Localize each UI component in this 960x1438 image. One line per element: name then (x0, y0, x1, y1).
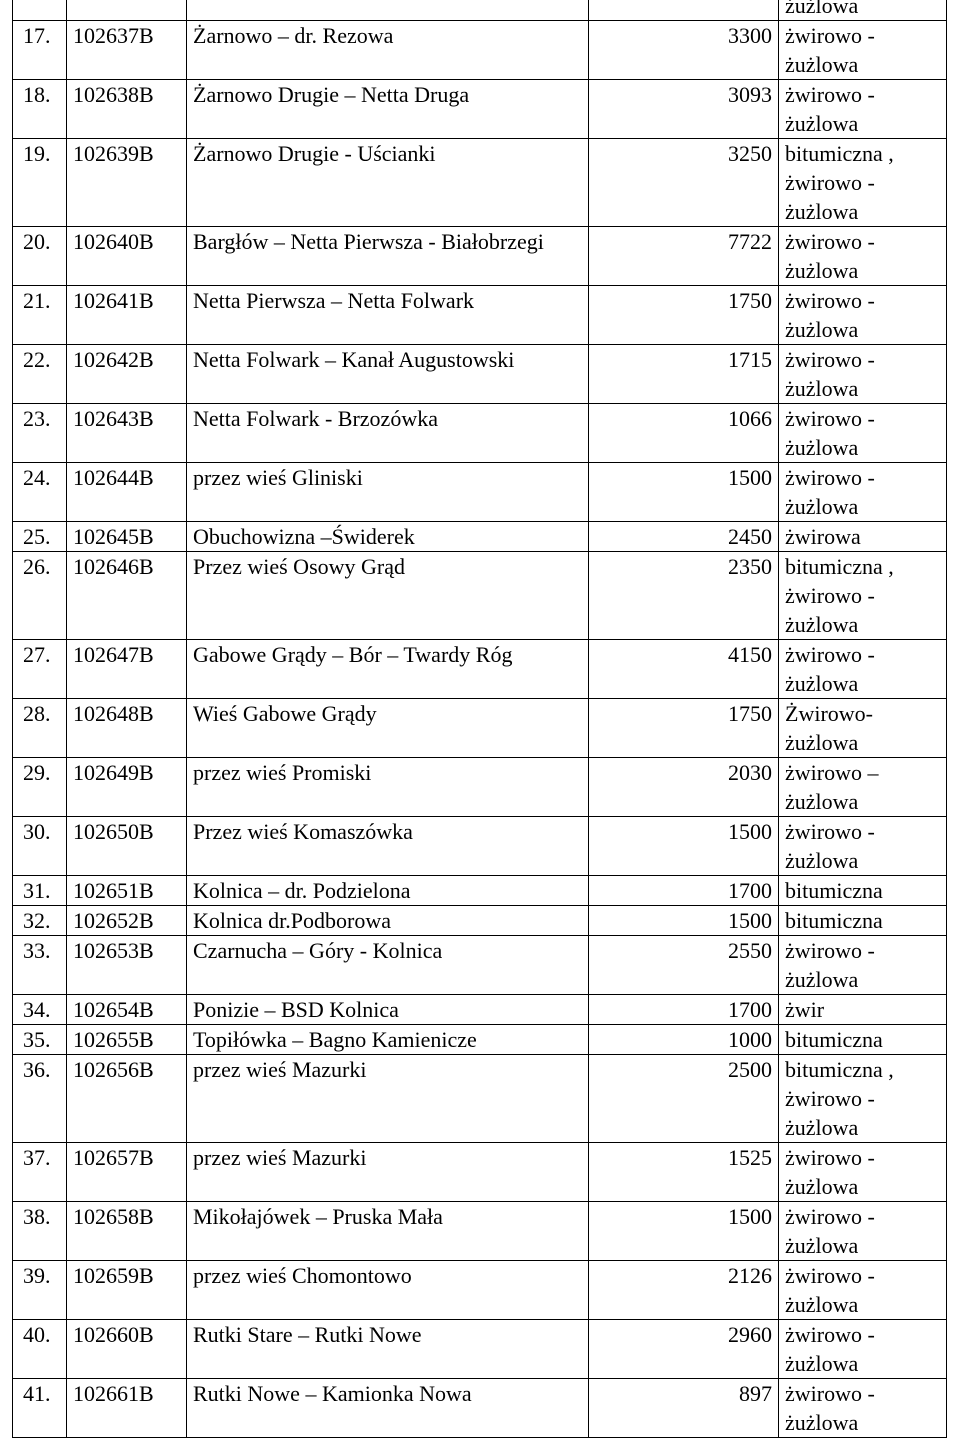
road-name-cell: Topiłówka – Bagno Kamienicze (187, 1025, 589, 1055)
row-number-cell: 36. (13, 1055, 67, 1143)
road-name-cell: Bargłów – Netta Pierwsza - Białobrzegi (187, 227, 589, 286)
row-number-cell: 19. (13, 139, 67, 227)
road-length-cell: 1750 (589, 286, 779, 345)
road-surface-cell: żwirowo - żużlowa (779, 1202, 947, 1261)
road-code-cell: 102643B (67, 404, 187, 463)
road-surface-cell: żwirowo - żużlowa (779, 345, 947, 404)
table-row (13, 139, 947, 227)
road-code-cell: 102640B (67, 227, 187, 286)
road-length-cell: 7722 (589, 227, 779, 286)
row-number-cell: 35. (13, 1025, 67, 1055)
road-name-cell: Żarnowo Drugie - Uścianki (187, 139, 589, 227)
road-code-cell: 102654B (67, 995, 187, 1025)
table-row (13, 227, 947, 286)
table-row (13, 522, 947, 552)
table-row (13, 404, 947, 463)
road-name-cell: przez wieś Mazurki (187, 1055, 589, 1143)
road-length-cell: 1500 (589, 906, 779, 936)
row-number-cell: 37. (13, 1143, 67, 1202)
row-number-cell: 17. (13, 21, 67, 80)
road-name-cell: Żarnowo – dr. Rezowa (187, 21, 589, 80)
road-length-cell: 2500 (589, 1055, 779, 1143)
road-name-cell: Przez wieś Komaszówka (187, 817, 589, 876)
road-name-cell: Kolnica – dr. Podzielona (187, 876, 589, 906)
road-code-cell: 102647B (67, 640, 187, 699)
road-name-cell: Czarnucha – Góry - Kolnica (187, 936, 589, 995)
road-surface-cell: żwirowo - żużlowa (779, 463, 947, 522)
row-number-cell (13, 0, 67, 21)
road-surface-cell: żwirowo – żużlowa (779, 758, 947, 817)
road-name-cell: przez wieś Chomontowo (187, 1261, 589, 1320)
road-surface-cell: żwirowo - żużlowa (779, 936, 947, 995)
road-surface-cell: żwirowo - żużlowa (779, 21, 947, 80)
road-code-cell: 102646B (67, 552, 187, 640)
row-number-cell: 33. (13, 936, 67, 995)
road-surface-cell: żużlowa (779, 0, 947, 21)
row-number-cell: 20. (13, 227, 67, 286)
road-surface-cell: bitumiczna , żwirowo - żużlowa (779, 1055, 947, 1143)
road-length-cell: 2126 (589, 1261, 779, 1320)
road-name-cell: przez wieś Mazurki (187, 1143, 589, 1202)
table-row (13, 1202, 947, 1261)
road-name-cell: Gabowe Grądy – Bór – Twardy Róg (187, 640, 589, 699)
road-surface-cell: żwirowo - żużlowa (779, 404, 947, 463)
table-row (13, 817, 947, 876)
road-length-cell: 1500 (589, 1202, 779, 1261)
road-name-cell: Netta Folwark - Brzozówka (187, 404, 589, 463)
road-surface-cell: bitumiczna , żwirowo - żużlowa (779, 552, 947, 640)
table-row (13, 80, 947, 139)
row-number-cell: 26. (13, 552, 67, 640)
table-row (13, 1261, 947, 1320)
row-number-cell: 34. (13, 995, 67, 1025)
road-name-cell: Mikołajówek – Pruska Mała (187, 1202, 589, 1261)
road-length-cell: 1000 (589, 1025, 779, 1055)
road-surface-cell: żwirowo - żużlowa (779, 80, 947, 139)
road-code-cell: 102645B (67, 522, 187, 552)
road-name-cell: Kolnica dr.Podborowa (187, 906, 589, 936)
table-row (13, 1320, 947, 1379)
row-number-cell: 30. (13, 817, 67, 876)
road-code-cell: 102649B (67, 758, 187, 817)
road-name-cell: Rutki Nowe – Kamionka Nowa (187, 1379, 589, 1438)
table-row (13, 640, 947, 699)
row-number-cell: 31. (13, 876, 67, 906)
table-row (13, 463, 947, 522)
road-code-cell: 102657B (67, 1143, 187, 1202)
table-row (13, 906, 947, 936)
roads-table (12, 0, 947, 1438)
table-row (13, 1143, 947, 1202)
row-number-cell: 24. (13, 463, 67, 522)
road-length-cell (589, 0, 779, 21)
road-name-cell: Żarnowo Drugie – Netta Druga (187, 80, 589, 139)
road-surface-cell: żwirowo - żużlowa (779, 1320, 947, 1379)
road-surface-cell: żwirowo - żużlowa (779, 286, 947, 345)
road-surface-cell: bitumiczna (779, 876, 947, 906)
row-number-cell: 27. (13, 640, 67, 699)
road-surface-cell: bitumiczna (779, 906, 947, 936)
road-length-cell: 1700 (589, 876, 779, 906)
table-row (13, 995, 947, 1025)
road-code-cell: 102651B (67, 876, 187, 906)
table-row (13, 699, 947, 758)
row-number-cell: 32. (13, 906, 67, 936)
roads-table-body (13, 0, 947, 1438)
row-number-cell: 41. (13, 1379, 67, 1438)
row-number-cell: 38. (13, 1202, 67, 1261)
road-surface-cell: żwirowo - żużlowa (779, 817, 947, 876)
road-length-cell: 1750 (589, 699, 779, 758)
road-length-cell: 1715 (589, 345, 779, 404)
road-code-cell: 102641B (67, 286, 187, 345)
table-row (13, 758, 947, 817)
road-length-cell: 3093 (589, 80, 779, 139)
road-length-cell: 897 (589, 1379, 779, 1438)
road-length-cell: 1525 (589, 1143, 779, 1202)
road-code-cell: 102656B (67, 1055, 187, 1143)
road-code-cell: 102644B (67, 463, 187, 522)
road-surface-cell: bitumiczna (779, 1025, 947, 1055)
road-code-cell (67, 0, 187, 21)
road-surface-cell: bitumiczna , żwirowo - żużlowa (779, 139, 947, 227)
road-name-cell: przez wieś Promiski (187, 758, 589, 817)
road-name-cell: przez wieś Gliniski (187, 463, 589, 522)
row-number-cell: 28. (13, 699, 67, 758)
row-number-cell: 40. (13, 1320, 67, 1379)
table-row (13, 345, 947, 404)
road-length-cell: 1500 (589, 463, 779, 522)
road-surface-cell: żwir (779, 995, 947, 1025)
road-surface-cell: żwirowo - żużlowa (779, 1379, 947, 1438)
road-length-cell: 3250 (589, 139, 779, 227)
table-row (13, 1055, 947, 1143)
road-code-cell: 102650B (67, 817, 187, 876)
table-row (13, 876, 947, 906)
table-row (13, 286, 947, 345)
row-number-cell: 22. (13, 345, 67, 404)
road-surface-cell: żwirowo - żużlowa (779, 1261, 947, 1320)
road-code-cell: 102642B (67, 345, 187, 404)
table-row (13, 1025, 947, 1055)
row-number-cell: 21. (13, 286, 67, 345)
table-row (13, 552, 947, 640)
table-row (13, 0, 947, 21)
road-code-cell: 102659B (67, 1261, 187, 1320)
row-number-cell: 18. (13, 80, 67, 139)
table-row (13, 21, 947, 80)
road-code-cell: 102653B (67, 936, 187, 995)
road-name-cell: Przez wieś Osowy Grąd (187, 552, 589, 640)
road-length-cell: 3300 (589, 21, 779, 80)
road-name-cell: Wieś Gabowe Grądy (187, 699, 589, 758)
road-code-cell: 102661B (67, 1379, 187, 1438)
table-row (13, 1379, 947, 1438)
road-length-cell: 1500 (589, 817, 779, 876)
road-length-cell: 2550 (589, 936, 779, 995)
road-code-cell: 102658B (67, 1202, 187, 1261)
road-name-cell: Ponizie – BSD Kolnica (187, 995, 589, 1025)
row-number-cell: 23. (13, 404, 67, 463)
road-code-cell: 102655B (67, 1025, 187, 1055)
road-length-cell: 2350 (589, 552, 779, 640)
row-number-cell: 39. (13, 1261, 67, 1320)
road-length-cell: 2450 (589, 522, 779, 552)
road-code-cell: 102637B (67, 21, 187, 80)
road-length-cell: 2960 (589, 1320, 779, 1379)
road-name-cell: Netta Folwark – Kanał Augustowski (187, 345, 589, 404)
road-code-cell: 102660B (67, 1320, 187, 1379)
road-name-cell (187, 0, 589, 21)
row-number-cell: 29. (13, 758, 67, 817)
road-length-cell: 1700 (589, 995, 779, 1025)
road-name-cell: Rutki Stare – Rutki Nowe (187, 1320, 589, 1379)
row-number-cell: 25. (13, 522, 67, 552)
road-surface-cell: Żwirowo- żużlowa (779, 699, 947, 758)
road-surface-cell: żwirowa (779, 522, 947, 552)
road-surface-cell: żwirowo - żużlowa (779, 640, 947, 699)
road-code-cell: 102639B (67, 139, 187, 227)
road-surface-cell: żwirowo - żużlowa (779, 1143, 947, 1202)
road-surface-cell: żwirowo - żużlowa (779, 227, 947, 286)
road-name-cell: Obuchowizna –Świderek (187, 522, 589, 552)
road-code-cell: 102638B (67, 80, 187, 139)
road-length-cell: 2030 (589, 758, 779, 817)
road-name-cell: Netta Pierwsza – Netta Folwark (187, 286, 589, 345)
road-length-cell: 1066 (589, 404, 779, 463)
road-code-cell: 102652B (67, 906, 187, 936)
road-code-cell: 102648B (67, 699, 187, 758)
table-row (13, 936, 947, 995)
road-length-cell: 4150 (589, 640, 779, 699)
